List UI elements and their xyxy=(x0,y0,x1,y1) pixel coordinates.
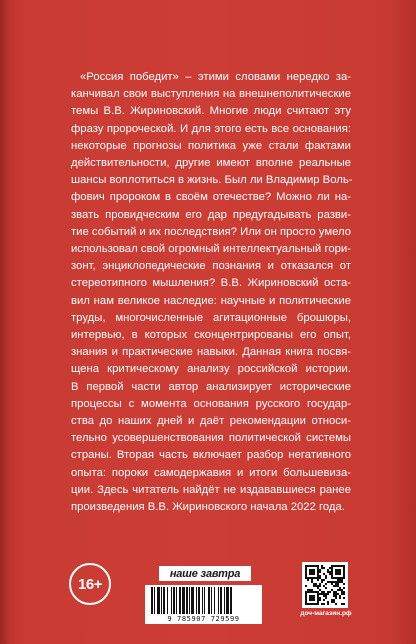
qr-module xyxy=(343,583,345,585)
qr-module xyxy=(313,583,315,585)
blurb-line: шансы воплотиться в жизнь. Был ли Владимир Воль- xyxy=(71,174,353,187)
qr-module xyxy=(341,577,343,579)
qr-code xyxy=(302,562,348,608)
cover-blurb xyxy=(71,69,351,516)
qr-module xyxy=(333,591,335,593)
qr-module xyxy=(329,567,331,569)
qr-module xyxy=(327,603,329,605)
blurb-line: канчивал свои выступления на внешнеполитические xyxy=(71,88,351,101)
qr-module xyxy=(343,603,345,605)
qr-module xyxy=(311,581,313,583)
qr-module xyxy=(307,591,309,593)
qr-module xyxy=(309,599,311,601)
qr-module xyxy=(337,571,339,573)
qr-module xyxy=(317,577,319,579)
qr-module xyxy=(329,571,331,573)
isbn-barcode xyxy=(145,585,262,624)
blurb-line: фразу пророческой. И для этого есть все основания: xyxy=(71,122,351,135)
qr-module xyxy=(329,581,331,583)
qr-module xyxy=(341,603,343,605)
qr-module xyxy=(309,603,311,605)
qr-module xyxy=(307,579,309,581)
qr-module xyxy=(313,603,315,605)
barcode-bar xyxy=(186,587,188,614)
qr-module xyxy=(343,577,345,579)
qr-module xyxy=(319,585,321,587)
qr-module xyxy=(327,581,329,583)
blurb-line: произведения В.В. Жириновского начала 2022 года. xyxy=(71,501,345,514)
qr-module xyxy=(311,595,313,597)
qr-module xyxy=(341,565,343,567)
qr-module xyxy=(321,565,323,567)
qr-module xyxy=(305,597,307,599)
qr-module xyxy=(327,601,329,603)
qr-module xyxy=(319,577,321,579)
qr-module xyxy=(335,595,337,597)
qr-module xyxy=(311,603,313,605)
qr-module xyxy=(321,579,323,581)
qr-module xyxy=(323,579,325,581)
qr-module xyxy=(307,577,309,579)
barcode-bar xyxy=(230,587,232,614)
blurb-line: стереотипного мышления? В.В. Жириновский оста- xyxy=(71,277,351,290)
qr-module xyxy=(309,569,311,571)
qr-module xyxy=(305,603,307,605)
qr-code-icon xyxy=(305,565,345,605)
qr-module xyxy=(343,597,345,599)
qr-module xyxy=(317,593,319,595)
qr-module xyxy=(315,585,317,587)
blurb-line: процессы с момента основания русского государ- xyxy=(71,397,351,410)
qr-module xyxy=(343,587,345,589)
qr-module xyxy=(319,583,321,585)
qr-module xyxy=(325,593,327,595)
blurb-line: страны. Вторая часть включает разбор негативного xyxy=(71,449,351,462)
blurb-line: опыта: пороки самодержавия и итоги большевиза- xyxy=(71,466,351,479)
qr-module xyxy=(341,581,343,583)
qr-module xyxy=(317,601,319,603)
qr-module xyxy=(329,591,331,593)
qr-module xyxy=(305,573,307,575)
blurb-line: зонт, энциклопедические познания и отказался от xyxy=(71,260,351,273)
qr-module xyxy=(335,573,337,575)
blurb-line: фович пророком в своём отечестве? Можно ли на- xyxy=(71,191,351,204)
barcode-bar xyxy=(202,587,203,614)
qr-module xyxy=(331,583,333,585)
qr-module xyxy=(313,573,315,575)
qr-module xyxy=(309,573,311,575)
qr-module xyxy=(313,569,315,571)
barcode-bar xyxy=(208,587,210,614)
barcode-bars xyxy=(149,587,258,614)
qr-module xyxy=(327,571,329,573)
qr-module xyxy=(317,597,319,599)
barcode-bar xyxy=(226,587,229,614)
qr-module xyxy=(331,589,333,591)
qr-module xyxy=(315,577,317,579)
blurb-line: действительности, другие имеют вполне реальные xyxy=(71,157,351,170)
qr-module xyxy=(309,597,311,599)
blurb-line: тие событий и их последствия? Или он просто умело xyxy=(71,225,351,238)
qr-module xyxy=(311,573,313,575)
qr-module xyxy=(337,565,339,567)
qr-module xyxy=(327,569,329,571)
qr-module xyxy=(317,591,319,593)
qr-module xyxy=(319,593,321,595)
qr-module xyxy=(311,599,313,601)
qr-module xyxy=(331,571,333,573)
qr-module xyxy=(323,573,325,575)
qr-module xyxy=(335,591,337,593)
qr-module xyxy=(311,571,313,573)
qr-module xyxy=(335,593,337,595)
qr-module xyxy=(305,565,307,567)
qr-module xyxy=(343,565,345,567)
barcode-bar xyxy=(182,587,185,614)
qr-module xyxy=(335,585,337,587)
qr-module xyxy=(321,603,323,605)
qr-module xyxy=(317,595,319,597)
blurb-line: В первой части автор анализирует исторические xyxy=(71,380,351,393)
qr-module xyxy=(321,567,323,569)
qr-module xyxy=(327,591,329,593)
qr-module xyxy=(339,577,341,579)
qr-module xyxy=(317,567,319,569)
qr-module xyxy=(309,591,311,593)
qr-module xyxy=(333,593,335,595)
qr-module xyxy=(335,565,337,567)
blurb-line: труды, многочисленные агитационные брошюры, xyxy=(71,311,351,324)
qr-module xyxy=(325,595,327,597)
qr-module xyxy=(305,585,307,587)
qr-module xyxy=(311,591,313,593)
barcode-bar xyxy=(173,587,175,614)
barcode-bar xyxy=(163,587,165,614)
qr-module xyxy=(325,597,327,599)
barcode-bar xyxy=(196,587,197,614)
qr-module xyxy=(317,565,319,567)
qr-module xyxy=(343,593,345,595)
qr-module xyxy=(313,585,315,587)
qr-module xyxy=(309,565,311,567)
blurb-line: звать провидческим его дар предугадывать разви- xyxy=(71,208,351,221)
qr-module xyxy=(311,597,313,599)
qr-module xyxy=(337,573,339,575)
qr-module xyxy=(339,597,341,599)
blurb-line: некоторые прогнозы политика уже стали фактами xyxy=(71,139,351,152)
barcode-bar xyxy=(167,587,168,614)
qr-module xyxy=(313,565,315,567)
qr-module xyxy=(317,571,319,573)
qr-module xyxy=(307,603,309,605)
qr-module xyxy=(343,575,345,577)
qr-module xyxy=(335,581,337,583)
qr-module xyxy=(317,569,319,571)
qr-module xyxy=(339,571,341,573)
qr-module xyxy=(331,601,333,603)
qr-module xyxy=(331,569,333,571)
qr-module xyxy=(337,583,339,585)
qr-module xyxy=(319,597,321,599)
qr-module xyxy=(339,569,341,571)
qr-module xyxy=(311,569,313,571)
qr-module xyxy=(307,565,309,567)
qr-module xyxy=(341,591,343,593)
barcode-bar xyxy=(171,587,172,614)
barcode-bar xyxy=(204,587,205,614)
qr-module xyxy=(343,591,345,593)
qr-module xyxy=(325,583,327,585)
barcode-bar xyxy=(191,587,194,614)
qr-module xyxy=(343,573,345,575)
qr-module xyxy=(311,579,313,581)
isbn-number: 9 785907 729599 xyxy=(167,615,240,623)
qr-module xyxy=(313,591,315,593)
qr-module xyxy=(321,581,323,583)
blurb-line: темы В.В. Жириновский. Многие люди считают эту xyxy=(71,105,351,118)
qr-module xyxy=(339,589,341,591)
qr-module xyxy=(331,581,333,583)
blurb-line: знания и практические навыки. Данная книга посвя- xyxy=(71,346,351,359)
publisher-logo: наше завтра xyxy=(159,566,251,581)
barcode-bar xyxy=(211,587,212,614)
qr-module xyxy=(343,571,345,573)
qr-module xyxy=(309,577,311,579)
qr-module xyxy=(331,567,333,569)
age-rating-badge: 16+ xyxy=(69,563,111,605)
qr-module xyxy=(313,571,315,573)
barcode-bar xyxy=(189,587,190,614)
qr-module xyxy=(323,595,325,597)
qr-module xyxy=(331,599,333,601)
qr-module xyxy=(335,597,337,599)
qr-module xyxy=(315,603,317,605)
qr-module xyxy=(323,591,325,593)
qr-module xyxy=(321,591,323,593)
spine-shadow xyxy=(0,0,10,644)
qr-module xyxy=(339,573,341,575)
qr-module xyxy=(323,567,325,569)
qr-module xyxy=(339,565,341,567)
qr-module xyxy=(317,585,319,587)
blurb-line: ства до наших дней и даёт рекомендации относи- xyxy=(71,415,351,428)
qr-module xyxy=(317,599,319,601)
qr-module xyxy=(315,565,317,567)
qr-module xyxy=(337,585,339,587)
qr-module xyxy=(333,601,335,603)
qr-module xyxy=(335,583,337,585)
qr-module xyxy=(307,589,309,591)
qr-module xyxy=(317,573,319,575)
qr-module xyxy=(341,579,343,581)
barcode-bar xyxy=(179,587,181,614)
blurb-line: использовал свой огромный интеллектуальный гори- xyxy=(71,243,351,256)
blurb-line: щена критическому анализу российской истории. xyxy=(71,363,351,376)
qr-module xyxy=(333,599,335,601)
qr-module xyxy=(337,589,339,591)
qr-module xyxy=(323,585,325,587)
qr-module xyxy=(309,571,311,573)
qr-module xyxy=(325,575,327,577)
qr-module xyxy=(337,581,339,583)
blurb-line: тельно усовершенствования политической системы xyxy=(71,432,351,445)
qr-module xyxy=(305,599,307,601)
qr-module xyxy=(327,593,329,595)
qr-module xyxy=(339,587,341,589)
qr-module xyxy=(305,601,307,603)
qr-module xyxy=(339,581,341,583)
barcode-bar xyxy=(214,587,215,614)
qr-module xyxy=(335,603,337,605)
qr-module xyxy=(335,577,337,579)
qr-module xyxy=(317,575,319,577)
qr-module xyxy=(305,577,307,579)
qr-module xyxy=(343,567,345,569)
qr-module xyxy=(311,565,313,567)
qr-module xyxy=(305,571,307,573)
qr-module xyxy=(323,593,325,595)
barcode-bar xyxy=(161,587,162,614)
qr-module xyxy=(333,565,335,567)
qr-module xyxy=(319,569,321,571)
qr-module xyxy=(341,589,343,591)
qr-module xyxy=(311,577,313,579)
qr-module xyxy=(333,581,335,583)
blurb-line: «Россия победит» – этими словами нередко за- xyxy=(80,71,351,83)
qr-module xyxy=(339,595,341,597)
qr-module xyxy=(331,575,333,577)
qr-module xyxy=(325,577,327,579)
qr-module xyxy=(319,571,321,573)
qr-module xyxy=(317,603,319,605)
barcode-bar xyxy=(224,587,225,614)
qr-module xyxy=(333,585,335,587)
qr-module xyxy=(337,593,339,595)
barcode-bar xyxy=(220,587,222,614)
qr-module xyxy=(337,569,339,571)
qr-module xyxy=(331,565,333,567)
barcode-bar xyxy=(157,587,160,614)
qr-module xyxy=(313,595,315,597)
qr-module xyxy=(329,573,331,575)
qr-module xyxy=(311,589,313,591)
qr-module xyxy=(323,599,325,601)
qr-module xyxy=(313,577,315,579)
barcode-bar xyxy=(218,587,219,614)
qr-module xyxy=(315,591,317,593)
qr-module xyxy=(337,579,339,581)
qr-module xyxy=(337,577,339,579)
qr-module xyxy=(321,593,323,595)
qr-module xyxy=(319,599,321,601)
blurb-line: интервью, в которых сконцентрированы его опыт, xyxy=(71,329,351,342)
qr-module xyxy=(333,577,335,579)
qr-module xyxy=(333,595,335,597)
qr-module xyxy=(323,603,325,605)
qr-module xyxy=(305,575,307,577)
qr-module xyxy=(305,593,307,595)
blurb-line: ции. Здесь читатель найдёт не издававшиеся ранее xyxy=(71,483,351,496)
qr-module xyxy=(305,591,307,593)
barcode-bar xyxy=(198,587,200,614)
qr-module xyxy=(305,595,307,597)
qr-module xyxy=(335,569,337,571)
qr-module xyxy=(331,577,333,579)
qr-module xyxy=(339,579,341,581)
qr-module xyxy=(341,593,343,595)
blurb-line: вил нам великое наследие: научные и политические xyxy=(71,294,351,307)
website-label: доч-магазин.рф xyxy=(300,610,352,617)
qr-module xyxy=(335,571,337,573)
qr-module xyxy=(309,595,311,597)
qr-module xyxy=(313,597,315,599)
qr-module xyxy=(315,583,317,585)
qr-module xyxy=(309,589,311,591)
qr-module xyxy=(317,579,319,581)
barcode-bar xyxy=(154,587,155,614)
qr-module xyxy=(319,589,321,591)
qr-module xyxy=(325,587,327,589)
barcode-bar xyxy=(151,587,153,614)
qr-module xyxy=(319,575,321,577)
barcode-bar xyxy=(176,587,177,614)
qr-module xyxy=(343,569,345,571)
qr-module xyxy=(313,599,315,601)
qr-module xyxy=(305,569,307,571)
qr-module xyxy=(331,573,333,575)
qr-module xyxy=(305,567,307,569)
qr-module xyxy=(317,587,319,589)
